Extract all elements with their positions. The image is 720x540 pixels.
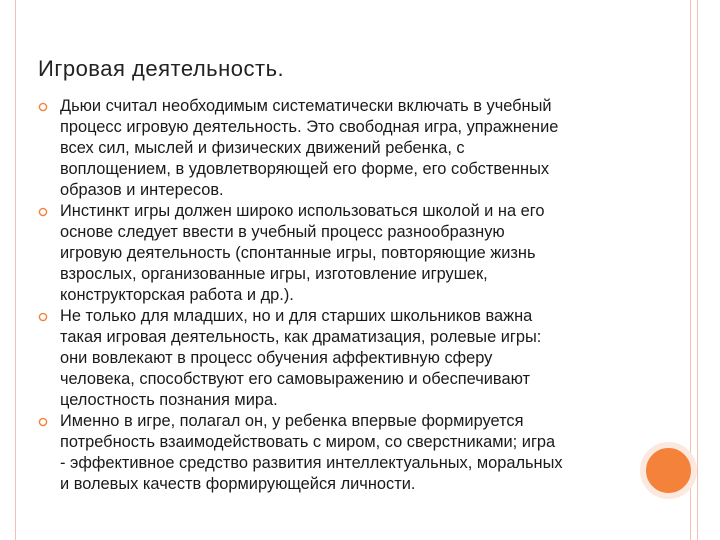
- bullet-icon: [38, 411, 60, 432]
- right-border-line-outer: [697, 0, 698, 540]
- bullet-text: Именно в игре, полагал он, у ребенка впервые формируется потребность взаимодействовать с миром, со сверстниками; игра - эффективное средство развития интеллектуальных, моральных и волевых качеств формирующейся личности.: [60, 412, 563, 493]
- list-item: [38, 411, 618, 495]
- bullet-text: Инстинкт игры должен широко использоваться школой и на его основе следует ввести в учебный процесс разнообразную игровую деятельность (спонтанные игры, повторяющие жизнь взрослых, организованные игры, изготовление игрушек, конструкторская работа и др.).: [60, 202, 545, 304]
- list-item: [38, 306, 618, 411]
- list-item: [38, 96, 618, 201]
- bullet-list: [38, 96, 618, 495]
- bullet-icon: [38, 201, 60, 222]
- decorative-circle: [640, 442, 697, 499]
- bullet-text: Не только для младших, но и для старших школьников важна такая игровая деятельность, как драматизация, ролевые игры: они вовлекают в процесс обучения аффективную сферу человека, способствуют его самовыражению и обеспечивают целостность познания мира.: [60, 307, 542, 409]
- list-item: [38, 201, 618, 306]
- bullet-icon: [38, 96, 60, 117]
- bullet-icon: [38, 306, 60, 327]
- bullet-text: Дьюи считал необходимым систематически включать в учебный процесс игровую деятельность. Это свободная игра, упражнение всех сил, мыслей и физических движений ребенка, с воплощением, в удовлетворяющей его форме, его собственных образов и интересов.: [60, 97, 559, 199]
- left-border-line: [15, 0, 16, 540]
- slide-title: Игровая деятельность.: [38, 56, 285, 81]
